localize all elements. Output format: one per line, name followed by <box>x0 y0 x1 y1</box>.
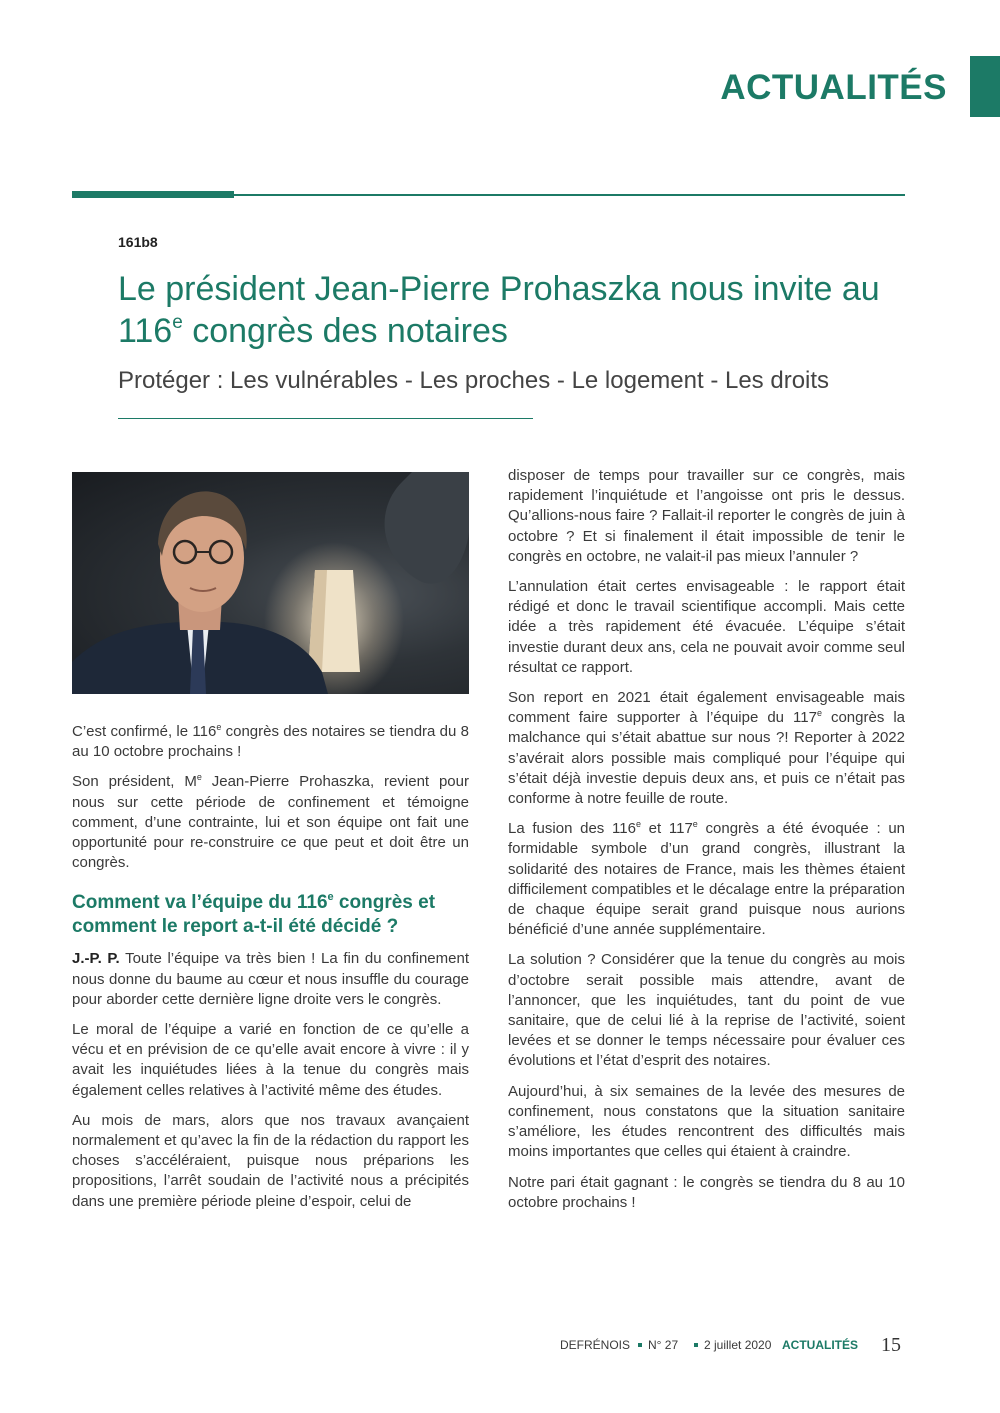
footer-separator <box>638 1343 642 1347</box>
text-run: C’est confirmé, le 116 <box>72 723 217 740</box>
article-headline <box>118 268 918 352</box>
text-run: et 117 <box>640 820 693 838</box>
answer-paragraph: La solution ? Considérer que la tenue du congrès au mois d’octobre serait possible mais attendre, avant de l’annoncer, que les inquiétudes, tant du point de vue sanitaire, que de celui lié à la reprise de l’activité, soient levées et se donner le temps nécessaire pour évaluer ces évolutions et l’état d’esprit des notaires. <box>508 951 905 1070</box>
answer-paragraph <box>508 819 905 940</box>
answer-paragraph: Au mois de mars, alors que nos travaux avançaient normalement et qu’avec la fin de la rédaction du rapport les choses s’accéléraient, puisque nous préparions les propositions, l’arrêt soudain de l’activité nous a précipités dans une première période pleine d’espoir, celui de <box>72 1111 469 1210</box>
article-reference: 161b8 <box>118 234 158 250</box>
answer-paragraph <box>508 688 905 809</box>
section-title: ACTUALITÉS <box>720 68 947 107</box>
text-run: Son président, M <box>72 773 197 791</box>
page-number: 15 <box>881 1334 901 1356</box>
headline-text-end: congrès des notaires <box>182 312 508 350</box>
speaker-initials: J.-P. P. <box>72 950 120 968</box>
text-run: congrès et comment le report a-t-il été décidé ? <box>72 892 436 938</box>
header-rule-accent <box>72 191 234 198</box>
answer-paragraph: Notre pari était gagnant : le congrès se tiendra du 8 au 10 octobre prochains ! <box>508 1173 905 1211</box>
footer-issue: N° 27 <box>648 1338 679 1352</box>
article-column-right <box>508 466 905 1223</box>
headline-superscript: e <box>172 312 183 333</box>
text-run: La fusion des 116 <box>508 820 636 838</box>
intro-paragraph <box>72 772 469 873</box>
article-column-left <box>72 722 469 1222</box>
answer-paragraph: disposer de temps pour travailler sur ce congrès, mais rapidement l’inquiétude et l’angoisse ont pris le dessus. Qu’allions-nous faire ? Fallait-il reporter le congrès de juin à octobre ? Et si finalement il était impossible de tenir le congrès en octobre, ne valait-il pas mieux l’annuler ? <box>508 467 905 565</box>
footer-date: 2 juillet 2020 <box>704 1338 772 1352</box>
portrait-photo <box>72 472 469 694</box>
intro-paragraph <box>72 722 469 762</box>
answer-paragraph: Aujourd’hui, à six semaines de la levée des mesures de confinement, nous constatons que la situation sanitaire s’améliore, les études rencontrent des difficultés mais moins importantes que celles qui étaient à craindre. <box>508 1082 905 1161</box>
subtitle-rule <box>118 418 533 419</box>
superscript: e <box>196 772 202 783</box>
text-run: congrès a été évoquée : un formidable symbole d’un grand congrès, illustrant la solidarité des notaires de France, mais les thèmes étaient difficilement compatibles et le décalage entre la préparation de chaque équipe serait grand puisque nous aurions bénéficié d’une année supplémentaire. <box>508 820 906 939</box>
portrait-illustration <box>72 472 469 694</box>
footer-rubric: ACTUALITÉS <box>782 1338 858 1352</box>
text-run: Jean-Pierre Prohaszka, revient pour nous sur cette période de confinement et témoigne comment, d’une contrainte, lui et son équipe ont fait une opportunité pour re-construire ce que peut et doit être un congrès. <box>72 773 469 872</box>
footer-separator <box>694 1343 698 1347</box>
section-tab-marker <box>970 56 1000 117</box>
text-run: congrès la malchance qui s’était abattue sur nous ?! Reporter à 2022 s’avérait alors possible mais compliqué pour l’équipe qui s’était déjà investie depuis deux ans, et puis ce n’était pas conforme à notre feuille de route. <box>508 709 906 808</box>
page-footer <box>560 1334 905 1356</box>
superscript: e <box>816 708 822 719</box>
footer-publication: DEFRÉNOIS <box>560 1338 631 1352</box>
superscript: e <box>327 891 334 904</box>
answer-paragraph: Le moral de l’équipe a varié en fonction de ce qu’elle a vécu et en prévision de ce qu’elle avait encore à vivre : il y avait les inquiétudes liées à la tenue du congrès mais également celles relatives à l’activité même des études. <box>72 1021 469 1099</box>
superscript: e <box>216 722 222 732</box>
text-run: Comment va l’équipe du 116 <box>72 892 328 914</box>
superscript: e <box>692 819 698 830</box>
text-run: Son report en 2021 était également envisageable mais comment faire supporter à l’équipe du 117 <box>508 689 905 727</box>
superscript: e <box>635 819 641 830</box>
question-heading <box>72 891 469 939</box>
answer-paragraph: L’annulation était certes envisageable : le rapport était rédigé et donc le travail scientifique accompli. Mais cette idée a très rapidement été évacuée. L’équipe s’était investie durant deux ans, cela ne pouvait avoir comme seul résultat ce rapport. <box>508 578 905 676</box>
text-run: congrès des notaires se tiendra du 8 au 10 octobre prochains ! <box>72 723 469 761</box>
headline-text: Le président Jean-Pierre Prohaszka nous invite au 116 <box>118 270 880 350</box>
text-run: Toute l’équipe va très bien ! La fin du confinement nous donne du baume au cœur et nous insuffle du courage pour aborder cette dernière ligne droite vers le congrès. <box>72 950 469 1008</box>
article-subtitle: Protéger : Les vulnérables - Les proches - Le logement - Les droits <box>118 367 830 394</box>
answer-paragraph <box>72 949 469 1010</box>
